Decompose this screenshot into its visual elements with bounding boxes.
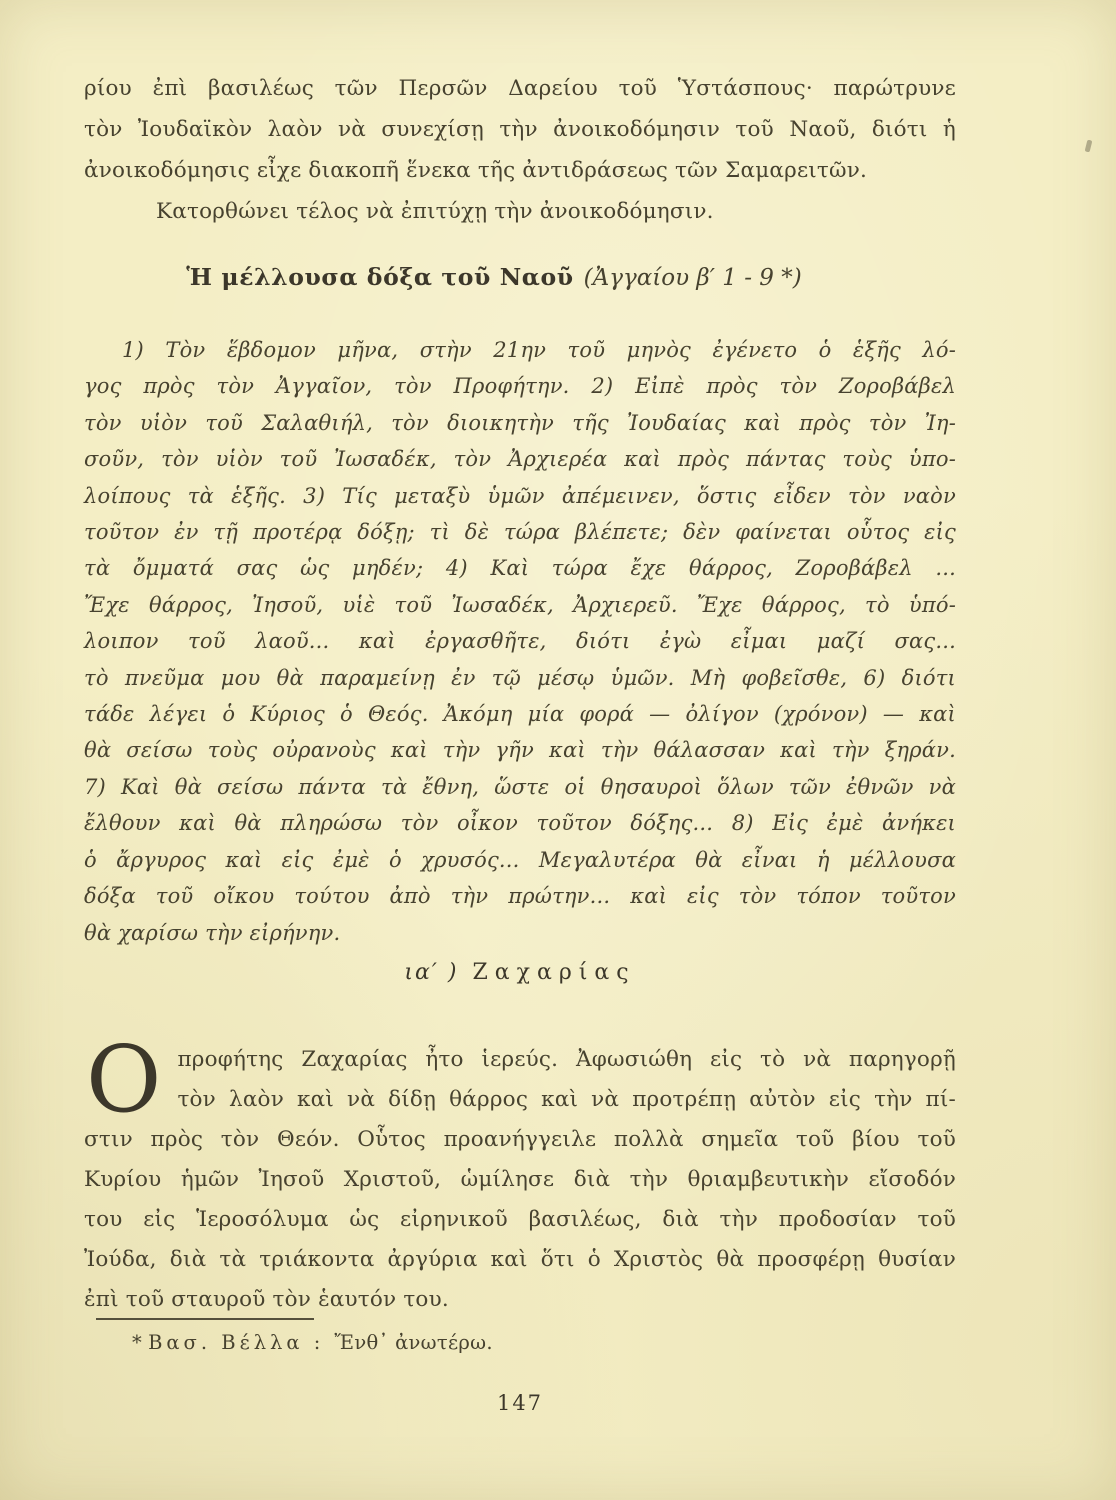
text-line: τὸν υἱὸν τοῦ Σαλαθιήλ, τὸν διοικητὴν τῆς Ἰουδαίας καὶ πρὸς τὸν Ἰη- [84, 410, 956, 435]
heading-haggai-reference: (Ἀγγαίου β′ 1 - 9 *) [583, 265, 802, 291]
text-line: του εἰς Ἱεροσόλυμα ὡς εἰρηνικοῦ βασιλέως, διὰ τὴν προδοσίαν τοῦ [84, 1207, 956, 1232]
drop-cap-letter: Ο [86, 1026, 162, 1133]
text-line: ἐπὶ τοῦ σταυροῦ τὸν ἑαυτόν του. [84, 1287, 449, 1312]
text-line: Κατορθώνει τέλος νὰ ἐπιτύχῃ τὴν ἀνοικοδόμησιν. [156, 199, 714, 224]
text-line: προφήτης Ζαχαρίας ἦτο ἱερεύς. Ἀφωσιώθη εἰς τὸ νὰ παρηγορῇ [177, 1047, 956, 1072]
section-heading-haggai [58, 263, 930, 291]
footnote-text: Ἔνθ᾽ ἀνωτέρω. [334, 1331, 493, 1354]
text-line: γος πρὸς τὸν Ἀγγαῖον, τὸν Προφήτην. 2) Εἰπὲ πρὸς τὸν Ζοροβάβελ [84, 374, 956, 399]
text-line: τὸν λαὸν καὶ νὰ δίδῃ θάρρος καὶ νὰ προτρέπῃ αὐτὸν εἰς τὴν πί- [177, 1087, 956, 1112]
text-line: Κυρίου ἡμῶν Ἰησοῦ Χριστοῦ, ὡμίλησε διὰ τὴν θριαμβευτικὴν εἴσοδόν [84, 1167, 956, 1192]
text-line: ὁ ἄργυρος καὶ εἰς ἐμὲ ὁ χρυσός... Μεγαλυτέρα θὰ εἶναι ἡ μέλλουσα [84, 847, 956, 872]
text-line: ἔλθουν καὶ θὰ πληρώσω τὸν οἶκον τοῦτον δόξης... 8) Εἰς ἐμὲ ἀνήκει [84, 811, 956, 836]
text-line: τὸ πνεῦμα μου θὰ παραμείνῃ ἐν τῷ μέσῳ ὑμῶν. Μὴ φοβεῖσθε, 6) διότι [84, 665, 956, 690]
text-line: λοίπους τὰ ἑξῆς. 3) Τίς μεταξὺ ὑμῶν ἀπέμεινεν, ὅστις εἶδεν τὸν ναὸν [84, 483, 956, 508]
zachariah-paragraph [84, 1026, 956, 1320]
zachariah-paragraph-lines [84, 1026, 956, 1320]
text-line: ἀνοικοδόμησις εἶχε διακοπῆ ἕνεκα τῆς ἀντιδράσεως τῶν Σαμαρειτῶν. [84, 158, 868, 183]
footnote-author: Βασ. Βέλλα : [148, 1331, 325, 1354]
heading-haggai-title: Ἡ μέλλουσα δόξα τοῦ Ναοῦ [186, 263, 574, 291]
section-heading-zachariah [84, 960, 956, 985]
text-line: τάδε λέγει ὁ Κύριος ὁ Θεός. Ἀκόμη μία φορά — ὀλίγον (χρόνον) — καὶ [84, 702, 956, 727]
heading-zachariah-number: ια′ ) [404, 960, 459, 985]
footnote-asterisk-marker: * [132, 1331, 143, 1354]
text-line: δόξα τοῦ οἴκου τούτου ἀπὸ τὴν πρώτην... καὶ εἰς τὸν τόπον τοῦτον [84, 884, 956, 909]
text-line: θὰ χαρίσω τὴν εἰρήνην. [84, 920, 341, 945]
text-line: Ἔχε θάρρος, Ἰησοῦ, υἱὲ τοῦ Ἰωσαδέκ, Ἀρχιερεῦ. Ἔχε θάρρος, τὸ ὑπό- [84, 592, 956, 617]
text-line: στιν πρὸς τὸν Θεόν. Οὗτος προανήγγειλε πολλὰ σημεῖα τοῦ βίου τοῦ [84, 1127, 956, 1152]
scripture-quote-haggai [84, 332, 956, 951]
footnote [84, 1331, 1004, 1354]
text-line: σοῦν, τὸν υἱὸν τοῦ Ἰωσαδέκ, τὸν Ἀρχιερέα καὶ πρὸς πάντας τοὺς ὑπο- [84, 447, 956, 472]
text-line: 7) Καὶ θὰ σείσω πάντα τὰ ἔθνη, ὥστε οἱ θησαυροὶ ὅλων τῶν ἐθνῶν νὰ [84, 774, 956, 799]
heading-zachariah-name: Ζαχαρίας [472, 960, 636, 985]
text-line: ρίου ἐπὶ βασιλέως τῶν Περσῶν Δαρείου τοῦ Ὑστάσπους· παρώτρυνε [84, 76, 956, 101]
intro-continuation-paragraph [84, 191, 956, 232]
text-line: Ἰούδα, διὰ τὰ τριάκοντα ἀργύρια καὶ ὅτι ὁ Χριστὸς θὰ προσφέρῃ θυσίαν [84, 1247, 956, 1272]
paper-speck [1085, 140, 1093, 153]
text-line: 1) Τὸν ἕβδομον μῆνα, στὴν 21ην τοῦ μηνὸς ἐγένετο ὁ ἑξῆς λό- [122, 338, 956, 362]
text-line: τοῦτον ἐν τῇ προτέρᾳ δόξῃ; τὶ δὲ τώρα βλέπετε; δὲν φαίνεται οὗτος εἰς [84, 520, 956, 545]
text-line: λοιπον τοῦ λαοῦ... καὶ ἐργασθῆτε, διότι ἐγὼ εἶμαι μαζί σας... [84, 629, 956, 654]
text-line: θὰ σείσω τοὺς οὐρανοὺς καὶ τὴν γῆν καὶ τὴν θάλασσαν καὶ τὴν ξηράν. [84, 738, 956, 763]
intro-paragraph [84, 68, 956, 191]
footnote-separator-rule [96, 1318, 314, 1320]
page-number: 147 [496, 1391, 544, 1415]
text-line: τὰ ὄμματά σας ὡς μηδέν; 4) Καὶ τώρα ἔχε θάρρος, Ζοροβάβελ ... [84, 556, 956, 581]
text-line: τὸν Ἰουδαϊκὸν λαὸν νὰ συνεχίσῃ τὴν ἀνοικοδόμησιν τοῦ Ναοῦ, διότι ἡ [84, 117, 956, 142]
